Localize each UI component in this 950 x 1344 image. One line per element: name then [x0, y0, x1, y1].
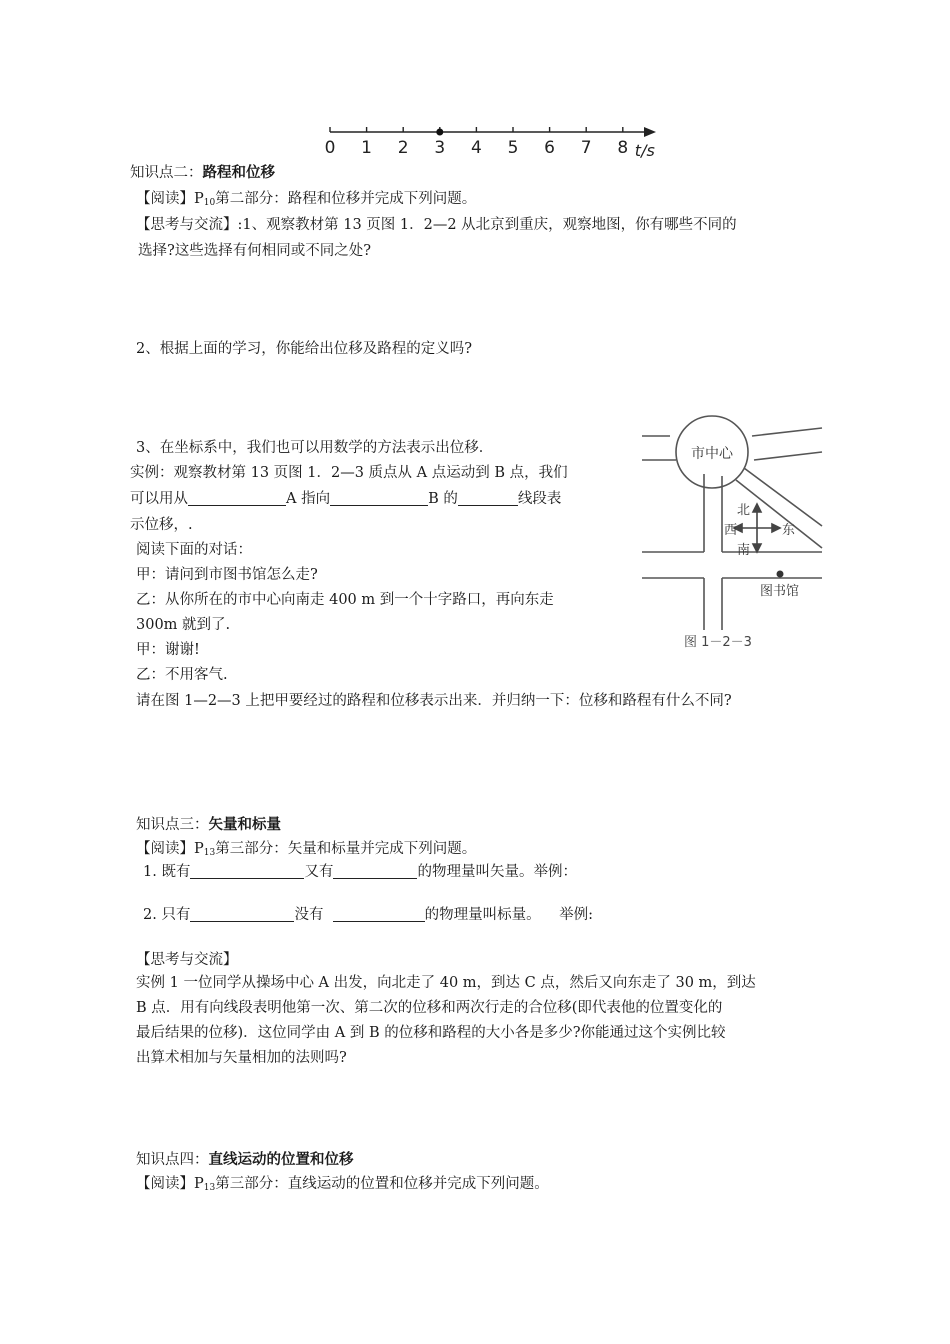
blank-to-b[interactable] [330, 491, 428, 506]
compass-south: 南 [737, 543, 751, 558]
axis-tick-label: 4 [470, 138, 482, 158]
section4-read-text: 第三部分：直线运动的位置和位移并完成下列问题。 [215, 1176, 549, 1192]
blank-vector-2[interactable] [333, 864, 417, 879]
library-point [777, 571, 784, 578]
section2-read [136, 189, 476, 213]
blank-from-a[interactable] [188, 491, 286, 506]
section3-read [136, 839, 476, 863]
section2-read-text: 第二部分：路程和位移并完成下列问题。 [215, 191, 477, 207]
dialog-line5: 乙：不用客气. [136, 667, 228, 683]
compass-north: 北 [737, 503, 751, 518]
blank-scalar-2[interactable] [333, 907, 425, 922]
axis-tick-label: 6 [544, 138, 556, 158]
item1-text-c: 的物理量叫矢量。举例： [417, 864, 577, 880]
section2-example-line3: 示位移，. [130, 517, 193, 533]
axis-unit-label: t/s [634, 141, 655, 160]
section2-title: 路程和位移 [202, 165, 275, 181]
compass-west: 西 [724, 523, 738, 538]
section4-prefix: 知识点四： [136, 1152, 209, 1168]
compass-east: 东 [782, 523, 796, 538]
time-axis [320, 118, 665, 162]
blank-vector-1[interactable] [190, 864, 304, 879]
section4-read-page: 13 [203, 1183, 216, 1193]
example-text-b: A 指向 [286, 491, 331, 507]
section4-read-open: 【阅读】P [136, 1176, 204, 1192]
section2-think-line2: 选择?这些选择有何相同或不同之处? [138, 243, 372, 259]
blank-scalar-1[interactable] [190, 907, 294, 922]
section2-read-page: 10 [203, 198, 216, 208]
section3-example-line4: 出算术相加与矢量相加的法则吗? [136, 1050, 347, 1066]
item2-text-c: 的物理量叫标量。 [424, 907, 541, 923]
item2-text-a: 2. 只有 [143, 907, 191, 923]
dialog-line1: 甲：请问到市图书馆怎么走? [136, 567, 318, 583]
section3-example-line2: B 点．用有向线段表明他第一次、第二次的位移和两次行走的合位移(即代表他的位置变化的 [136, 1000, 723, 1016]
section3-read-text: 第三部分：矢量和标量并完成下列问题。 [215, 841, 477, 857]
section2-q3: 3、在坐标系中，我们也可以用数学的方法表示出位移． [136, 440, 494, 456]
example-text-d: 线段表 [517, 491, 562, 507]
axis-tick-label: 1 [361, 138, 373, 158]
section3-heading [136, 815, 281, 835]
library-label: 图书馆 [760, 584, 800, 599]
dialog-intro: 阅读下面的对话： [136, 542, 252, 558]
axis-tick-label: 3 [434, 138, 446, 158]
section2-summary: 请在图 1—2—3 上把甲要经过的路程和位移表示出来．并归纳一下：位移和路程有什么不同? [136, 693, 732, 709]
section3-read-page: 13 [203, 848, 216, 858]
section3-item1 [143, 862, 577, 882]
map-figure [632, 408, 832, 656]
dialog-line4: 甲：谢谢! [136, 642, 200, 658]
axis-tick-label: 2 [397, 138, 409, 158]
section2-heading [130, 163, 275, 183]
dialog-line3: 300m 就到了. [136, 617, 231, 633]
section2-read-open: 【阅读】P [136, 191, 204, 207]
axis-marked-point [436, 129, 443, 136]
section4-heading [136, 1150, 354, 1170]
section3-example-line3: 最后结果的位移)．这位同学由 A 到 B 的位移和路程的大小各是多少?你能通过这个实例比较 [136, 1025, 726, 1041]
item2-text-d: 举例: [559, 907, 593, 923]
section2-q2: 2、根据上面的学习，你能给出位移及路程的定义吗? [136, 341, 472, 357]
axis-arrow [644, 127, 656, 137]
section4-read [136, 1174, 549, 1198]
example-text-c: B 的 [428, 491, 458, 507]
map-caption: 图 1－2－3 [684, 635, 752, 650]
section3-read-open: 【阅读】P [136, 841, 204, 857]
example-text-a: 可以用从 [130, 491, 188, 507]
map-center-label: 市中心 [691, 446, 733, 462]
section2-example-line1: 实例：观察教材第 13 页图 1．2—3 质点从 A 点运动到 B 点，我们 [130, 465, 568, 481]
section2-think-line1: 【思考与交流】:1、观察教材第 13 页图 1．2—2 从北京到重庆，观察地图，你有哪些不同的 [136, 217, 737, 233]
axis-tick-label: 7 [580, 138, 592, 158]
section2-prefix: 知识点二： [130, 165, 203, 181]
item1-text-b: 又有 [304, 864, 334, 880]
axis-tick-label: 8 [617, 138, 629, 158]
dialog-line2: 乙：从你所在的市中心向南走 400 m 到一个十字路口，再向东走 [136, 592, 554, 608]
section4-title: 直线运动的位置和位移 [208, 1152, 354, 1168]
blank-segment[interactable] [458, 491, 518, 506]
item1-text-a: 1. 既有 [143, 864, 191, 880]
section3-item2 [143, 905, 593, 925]
item2-text-b: 没有 [294, 907, 324, 923]
section3-prefix: 知识点三： [136, 817, 209, 833]
axis-tick-label: 0 [324, 138, 336, 158]
section3-think-title: 【思考与交流】 [136, 952, 238, 968]
axis-tick-label: 5 [507, 138, 519, 158]
section3-title: 矢量和标量 [208, 817, 281, 833]
section3-example-line1: 实例 1 一位同学从操场中心 A 出发，向北走了 40 m，到达 C 点，然后又向东走了 30 m，到达 [136, 975, 756, 991]
section2-example-line2 [130, 489, 561, 509]
